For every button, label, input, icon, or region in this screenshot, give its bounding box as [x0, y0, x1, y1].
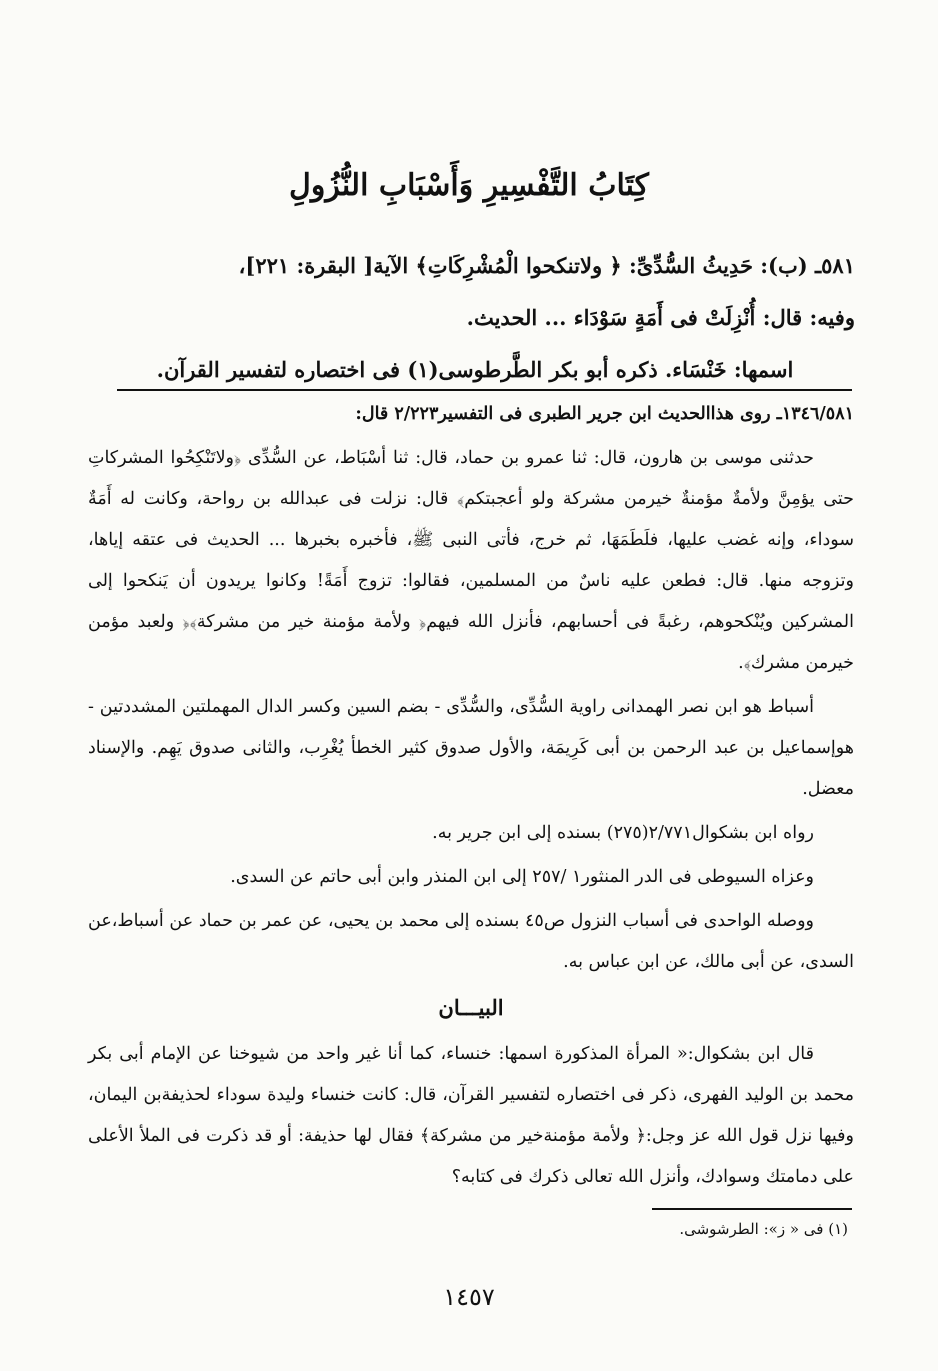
paragraph-6: ووصله الواحدى فى أسباب النزول ص٤٥ بسنده إلى محمد بن يحيى، عن عمر بن حماد عن أسباط،عن السدى، عن أبى مالك، عن ابن عباس به. [88, 911, 854, 972]
paragraph-4: رواه ابن بشكوال٢/٧٧١(٢٧٥) بسنده إلى ابن جرير به. [432, 823, 814, 843]
page-title: كِتَابُ التَّفْسِيرِ وَأَسْبَابِ النُّزُولِ [289, 168, 649, 203]
page-number: ١٤٥٧ [443, 1283, 495, 1311]
main-text [88, 394, 854, 1201]
paragraph-1: ١٣٤٦/٥٨١ـ روى هذاالحديث ابن جرير الطبرى فى التفسير٢/٢٢٣ قال: [355, 404, 854, 424]
hadith-header-line2: وفيه: قال: أُنْزِلَتْ فى أَمَةٍ سَوْدَاء ... الحديث. [466, 305, 855, 330]
paragraph-7: قال ابن بشكوال:« المرأة المذكورة اسمها: خنساء، كما أنا غير واحد من شيوخنا عن الإمام أبى بكر محمد بن الوليد الفهرى، ذكر فى اختصاره لتفسير القرآن، قال: كانت خنساء وليدة سوداء لحذيفةبن اليمان، وفيها نزل قول الله عز وجل:﴿ ولأمة مؤمنةخير من مشركة﴾ فقال لها حذيفة: أو قد ذكرت فى الملأ الأعلى على دمامتك وسوادك، وأنزل الله تعالى ذكرك فى كتابه؟ [88, 1044, 854, 1187]
paragraph-5: وعزاه السيوطى فى الدر المنثور١ /٢٥٧ إلى ابن المنذر وابن أبى حاتم عن السدى. [230, 867, 814, 887]
paragraph-2: حدثنى موسى بن هارون، قال: ثنا عمرو بن حماد، قال: ثنا أسْبَاط، عن السُّدِّى ﴿ولاتَنْكِحُوا المشركاتِ حتى يؤمِنَّ ولأمةٌ مؤمنةٌ خيرمن مشركة ولو أعجبتكم﴾ قال: نزلت فى عبدالله بن رواحة، وكانت له أَمَةٌ سوداء، وإنه غضب عليها، فلَطَمَهَا، ثم خرج، فأتى النبى ﷺ، فأخبره بخبرها ... الحديث فى عتقه إياها، وتزوجه منها. قال: فطعن عليه ناسٌ من المسلمين، فقالوا: تزوج أَمَةً! وكانوا يريدون أن يَنكحوا إلى المشركين ويُنْكحوهم، رغبةً فى أحسابهم، فأنزل الله فيهم﴿ ولأمة مؤمنة خير من مشركة﴾﴿ ولعبد مؤمن خيرمن مشرك﴾. [88, 448, 854, 673]
footnote: (١) فى « ز»: الطرشوشى. [679, 1220, 848, 1238]
top-divider [117, 389, 852, 391]
hadith-header-line1: ٥٨١ـ (ب): حَدِيثُ السُّدِّىِّ: ﴿ ولاتنكحوا الْمُشْرِكَاتِ﴾ الآية[ البقرة: ٢٢١]، [238, 253, 855, 278]
hadith-header [95, 240, 855, 396]
paragraph-3: أسباط هو ابن نصر الهمدانى راوية السُّدِّى، والسُّدِّى - بضم السين وكسر الدال المهملتين المشددتين - هوإسماعيل بن عبد الرحمن بن أبى كَرِيمَة، والأول صدوق كثير الخطأ يُغْرِب، والثانى صدوق يَهِم. والإسناد معضل. [88, 697, 854, 799]
hadith-header-line3: اسمها: خَنْسَاء. ذكره أبو بكر الطَّرطوسى(١) فى اختصاره لتفسير القرآن. [156, 357, 794, 382]
footnote-divider [652, 1208, 852, 1210]
section-title: البيـــان [438, 995, 504, 1020]
